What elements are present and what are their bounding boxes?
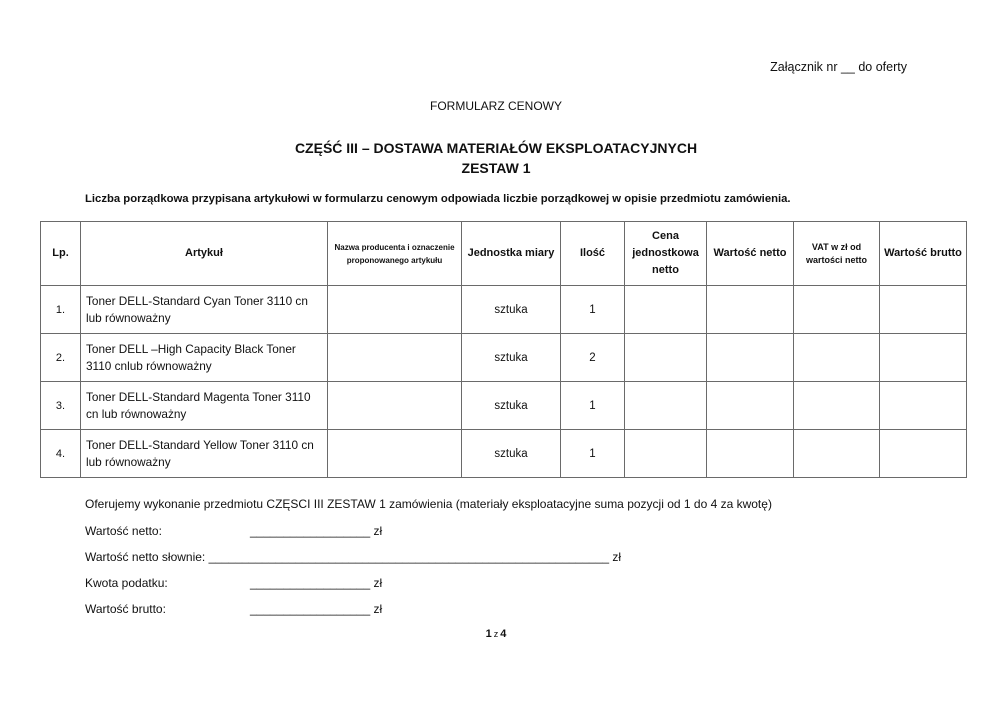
table-row bbox=[41, 286, 967, 334]
row-gross-value-cell[interactable] bbox=[880, 334, 967, 382]
table-row bbox=[41, 382, 967, 430]
row-lp: 3. bbox=[41, 382, 81, 430]
row-lp: 4. bbox=[41, 430, 81, 478]
row-gross-value-cell[interactable] bbox=[880, 430, 967, 478]
price-table bbox=[40, 221, 967, 478]
part-title bbox=[0, 138, 992, 178]
row-article: Toner DELL –High Capacity Black Toner 3110 cnlub równoważny bbox=[81, 334, 328, 382]
tax-field[interactable]: __________________ zł bbox=[250, 576, 383, 590]
net-value-row bbox=[85, 524, 382, 538]
net-words-field[interactable]: ____________________________________________________________ zł bbox=[208, 550, 622, 564]
form-title: FORMULARZ CENOWY bbox=[430, 99, 562, 113]
row-unit-price-cell[interactable] bbox=[625, 430, 707, 478]
numbering-note: Liczba porządkowa przypisana artykułowi w formularzu cenowym odpowiada liczbie porządkowej w opisie przedmiotu zamówienia. bbox=[85, 193, 791, 205]
tax-label: Kwota podatku: bbox=[85, 576, 168, 590]
col-header-gross-value: Wartość brutto bbox=[880, 222, 967, 286]
part-heading: CZĘŚĆ III – DOSTAWA MATERIAŁÓW EKSPLOATACYJNYCH bbox=[294, 140, 698, 156]
gross-value-field[interactable]: __________________ zł bbox=[250, 602, 383, 616]
table-header-row bbox=[41, 222, 967, 286]
row-vat-cell[interactable] bbox=[794, 430, 880, 478]
row-unit: sztuka bbox=[462, 430, 561, 478]
row-vat-cell[interactable] bbox=[794, 382, 880, 430]
row-lp: 1. bbox=[41, 286, 81, 334]
row-article: Toner DELL-Standard Magenta Toner 3110 cn lub równoważny bbox=[81, 382, 328, 430]
row-qty: 1 bbox=[561, 286, 625, 334]
col-header-producer: Nazwa producenta i oznaczenie proponowanego artykułu bbox=[328, 222, 462, 286]
gross-value-label: Wartość brutto: bbox=[85, 602, 166, 616]
row-unit: sztuka bbox=[462, 382, 561, 430]
col-header-lp: Lp. bbox=[41, 222, 81, 286]
current-page: 1 bbox=[485, 628, 492, 640]
col-header-unit-price: Cena jednostkowa netto bbox=[625, 222, 707, 286]
row-net-value-cell[interactable] bbox=[707, 430, 794, 478]
row-producer-cell[interactable] bbox=[328, 430, 462, 478]
row-net-value-cell[interactable] bbox=[707, 334, 794, 382]
row-net-value-cell[interactable] bbox=[707, 286, 794, 334]
tax-row bbox=[85, 576, 382, 590]
set-heading: ZESTAW 1 bbox=[461, 160, 531, 176]
row-lp: 2. bbox=[41, 334, 81, 382]
offer-statement: Oferujemy wykonanie przedmiotu CZĘSCI III ZESTAW 1 zamówienia (materiały eksploatacyjne suma pozycji od 1 do 4 za kwotę) bbox=[85, 497, 772, 511]
row-unit-price-cell[interactable] bbox=[625, 334, 707, 382]
row-vat-cell[interactable] bbox=[794, 334, 880, 382]
col-header-article: Artykuł bbox=[81, 222, 328, 286]
net-words-row bbox=[85, 550, 621, 564]
row-article: Toner DELL-Standard Yellow Toner 3110 cn lub równoważny bbox=[81, 430, 328, 478]
table-row bbox=[41, 334, 967, 382]
total-pages: 4 bbox=[500, 628, 507, 640]
annex-label: Załącznik nr __ do oferty bbox=[770, 60, 907, 74]
row-article: Toner DELL-Standard Cyan Toner 3110 cn lub równoważny bbox=[81, 286, 328, 334]
row-producer-cell[interactable] bbox=[328, 382, 462, 430]
row-qty: 1 bbox=[561, 430, 625, 478]
row-unit-price-cell[interactable] bbox=[625, 286, 707, 334]
row-vat-cell[interactable] bbox=[794, 286, 880, 334]
col-header-unit: Jednostka miary bbox=[462, 222, 561, 286]
net-words-label: Wartość netto słownie: bbox=[85, 550, 206, 564]
row-net-value-cell[interactable] bbox=[707, 382, 794, 430]
row-gross-value-cell[interactable] bbox=[880, 286, 967, 334]
gross-value-row bbox=[85, 602, 382, 616]
net-value-label: Wartość netto: bbox=[85, 524, 162, 538]
row-unit: sztuka bbox=[462, 286, 561, 334]
row-producer-cell[interactable] bbox=[328, 286, 462, 334]
row-producer-cell[interactable] bbox=[328, 334, 462, 382]
row-unit: sztuka bbox=[462, 334, 561, 382]
row-qty: 1 bbox=[561, 382, 625, 430]
row-unit-price-cell[interactable] bbox=[625, 382, 707, 430]
page-separator: z bbox=[493, 629, 499, 639]
col-header-qty: Ilość bbox=[561, 222, 625, 286]
page-number bbox=[0, 628, 992, 640]
col-header-vat: VAT w zł od wartości netto bbox=[794, 222, 880, 286]
net-value-field[interactable]: __________________ zł bbox=[250, 524, 383, 538]
row-qty: 2 bbox=[561, 334, 625, 382]
table-row bbox=[41, 430, 967, 478]
row-gross-value-cell[interactable] bbox=[880, 382, 967, 430]
col-header-net-value: Wartość netto bbox=[707, 222, 794, 286]
